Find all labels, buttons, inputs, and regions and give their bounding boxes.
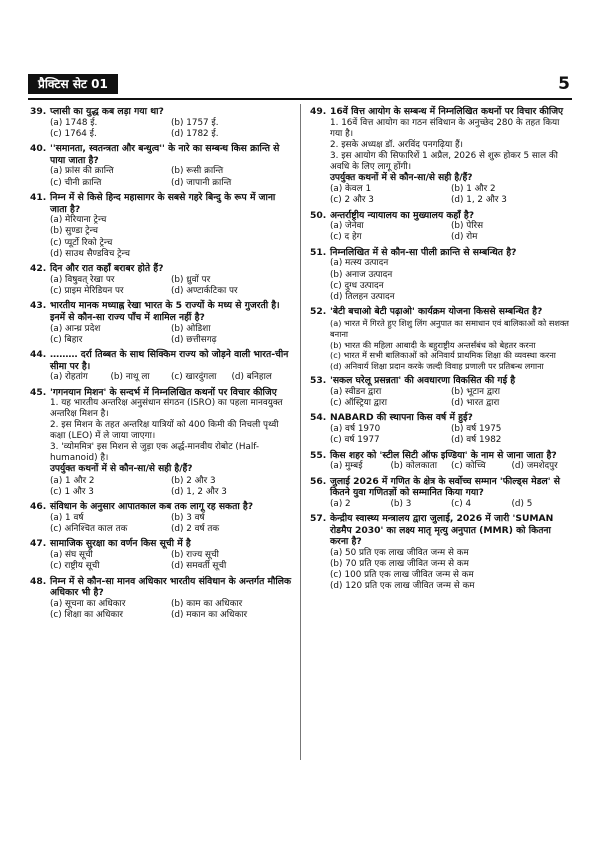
answer-option: (a) केवल 1 [330,184,372,194]
answer-option: (a) आन्ध्र प्रदेश [50,323,101,334]
answer-option: (b) राज्य सूची [171,550,219,561]
options-group [50,166,292,188]
options-group [50,372,292,383]
question-item [30,387,292,498]
answer-option: (d) भारत द्वारा [451,397,500,408]
answer-option: (b) 3 वर्ष [171,512,205,523]
question-line [310,106,572,118]
answer-option: (b) ध्रुवों पर [171,274,211,285]
answer-option: (a) 2 [330,498,351,509]
question-line [310,306,572,318]
question-text: किस शहर को 'स्टील सिटी ऑफ इण्डिया' के नाम से जाना जाता है? [330,449,557,461]
options-group [330,221,572,243]
answer-option: (c) चीनी क्रान्ति [50,177,102,188]
answer-option: (c) वर्ष 1977 [330,435,380,446]
answer-option: (d) बनिहाल [231,372,272,383]
answer-option: (b) अनाज उत्पादन [330,269,393,280]
question-line [30,143,292,166]
question-text: केन्द्रीय स्वास्थ्य मन्त्रालय द्वारा जुलाई, 2026 में जारी 'SUMAN रोडमैप 2030' का लक्ष्य मातृ मृत्यु अनुपात (MMR) को कितना करना है? [330,513,554,548]
answer-option: (a) मुम्बई [330,461,363,472]
answer-option: (d) 2 वर्ष तक [171,524,220,535]
question-number: 50. [310,209,327,221]
answer-option: (d) साउथ सैण्डविच ट्रेन्च [50,248,130,259]
question-number: 49. [310,106,327,117]
answer-option: (a) मत्स्य उत्पादन [330,258,389,269]
question-number: 44. [30,349,47,361]
question-text: संविधान के अनुसार आपातकाल कब तक लागू रह सकता है? [50,501,254,513]
answer-option: (a) जेनेवा [330,221,364,232]
question-item [310,476,572,510]
question-number: 45. [30,386,47,398]
question-line [30,300,292,323]
answer-option: (d) जमशेदपुर [511,461,558,472]
question-number: 53. [310,375,327,387]
options-group [50,476,292,498]
right-column [310,106,572,596]
answer-option: (a) 1748 ई. [50,117,98,128]
question-number: 39. [30,106,47,117]
page-number: 5 [558,74,570,94]
question-instruction: उपर्युक्त कथनों में से कौन-सा/से सही है/हैं? [330,172,473,183]
question-item [30,192,292,260]
question-line [30,387,292,399]
answer-option: (d) रोम [451,232,478,243]
question-item [310,375,572,409]
answer-option: (b) 2 और 3 [171,475,216,486]
question-line [310,375,572,387]
question-text: सामाजिक सुरक्षा का वर्णन किस सूची में है [50,538,191,550]
answer-option: (b) सुण्डा ट्रेन्च [50,226,98,237]
options-group [330,424,572,446]
answer-option: (c) 1764 ई. [50,128,97,139]
question-text: 'सकल घरेलू प्रसन्नता' की अवधारणा विकसित की गई है [330,375,516,387]
page-header [28,72,572,100]
question-instruction: उपर्युक्त कथनों में से कौन-सा/से सही है/हैं? [50,464,193,475]
question-line [30,501,292,513]
options-group [50,513,292,535]
answer-option: (d) जापानी क्रान्ति [171,177,232,188]
question-item [310,210,572,244]
statement-item: 3. इस आयोग की सिफारिशें 1 अप्रैल, 2026 से शुरू होकर 5 साल की अवधि के लिए लागू होंगी। [330,150,558,172]
answer-option: (c) खारदुंगला [171,372,217,383]
answer-option: (c) ऑस्ट्रिया द्वारा [330,397,388,408]
question-number: 51. [310,246,327,258]
answer-option: (b) काम का अधिकार [171,598,243,609]
answer-option: (a) भारत में गिरते हुए शिशु लिंग अनुपात का समाधान एवं बालिकाओं को सशक्त बनाना [330,317,569,339]
answer-option: (a) सूचना का अधिकार [50,598,126,609]
answer-option: (b) रूसी क्रान्ति [171,166,224,177]
question-line [30,349,292,372]
question-line [30,192,292,215]
answer-option: (d) छत्तीसगढ़ [171,334,217,345]
answer-option: (a) विषुवत् रेखा पर [50,274,115,285]
question-number: 56. [310,475,327,487]
question-text: प्लासी का युद्ध कब लड़ा गया था? [50,106,164,117]
answer-option: (d) वर्ष 1982 [451,435,502,446]
question-item [30,300,292,346]
question-item [310,412,572,446]
options-group [50,118,292,140]
options-group [330,258,572,303]
answer-option: (b) ओडिशा [171,323,211,334]
statement-item: 1. 16वें वित्त आयोग का गठन संविधान के अनुच्छेद 280 के तहत किया गया है। [330,117,560,139]
options-group [330,461,572,472]
options-group [50,324,292,346]
question-number: 54. [310,412,327,424]
answer-option: (a) 1 वर्ष [50,512,84,523]
answer-option: (d) 1, 2 और 3 [171,486,227,497]
options-group [330,184,572,206]
answer-option: (c) भारत में सभी बालिकाओं को अनिवार्य प्राथमिक शिक्षा की व्यवस्था करना [330,350,556,361]
question-line [30,106,292,118]
question-number: 48. [30,575,47,587]
question-number: 55. [310,449,327,461]
question-text: निम्न में से कौन-सा मानव अधिकार भारतीय संविधान के अन्तर्गत मौलिक अधिकार भी है? [50,575,292,599]
question-number: 43. [30,300,47,312]
question-number: 47. [30,538,47,550]
answer-option: (b) 1 और 2 [451,184,496,194]
question-item [310,513,572,593]
answer-option: (a) फ्रांस की क्रान्ति [50,166,114,177]
column-divider [300,104,301,760]
question-text: ''समानता, स्वतन्त्रता और बन्धुत्व'' के नारे का सम्बन्ध किस क्रान्ति से पाया जाता है? [50,143,280,166]
options-group [330,499,572,510]
options-group [330,387,572,409]
question-text: दिन और रात कहाँ बराबर होते हैं? [50,263,164,275]
answer-option: (d) तिलहन उत्पादन [330,291,395,302]
question-text: 16वें वित्त आयोग के सम्बन्ध में निम्नलिखित कथनों पर विचार कीजिए [330,106,564,117]
question-text: 'गगनयान मिशन' के सन्दर्भ में निम्नलिखित कथनों पर विचार कीजिए [50,386,277,398]
question-number: 57. [310,513,327,525]
question-line [310,247,572,259]
answer-option: (c) राष्ट्रीय सूची [50,561,100,572]
statement-item: 2. इसके अध्यक्ष डॉ. अरविंद पनगढ़िया हैं। [330,139,464,150]
question-text: ……… दर्रा तिब्बत के साथ सिक्किम राज्य को जोड़ने वाली भारत-चीन सीमा पर है। [50,349,289,372]
question-item [310,106,572,206]
answer-option: (b) पेरिस [451,221,484,232]
question-number: 41. [30,191,47,203]
statement-item: 1. यह भारतीय अन्तरिक्ष अनुसंधान संगठन (ISRO) का पहला मानवयुक्त अन्तरिक्ष मिशन है। [50,398,283,420]
answer-option: (d) समवर्ती सूची [171,561,227,572]
answer-option: (d) अण्टार्कटिका पर [171,285,238,296]
answer-option: (b) 1757 ई. [171,117,219,128]
question-item [30,106,292,140]
section-title: प्रैक्टिस सेट 01 [28,74,118,94]
answer-option: (b) वर्ष 1975 [451,423,502,434]
question-item [30,576,292,622]
answer-option: (a) वर्ष 1970 [330,423,381,434]
question-number: 40. [30,143,47,155]
statement-item: 3. 'व्योममित्र' इस मिशन से जुड़ा एक अर्द्ध-मानवीय रोबोट (Half-humanoid) है। [50,442,260,464]
question-line [30,538,292,550]
question-line [310,210,572,222]
answer-option: (d) अनिवार्य शिक्षा प्रदान करके जल्दी विवाह प्रणाली पर प्रतिबन्ध लगाना [330,361,544,372]
options-group [50,599,292,621]
answer-option: (b) भारत की महिला आबादी के बहुराष्ट्रीय अन्तर्संबंध को बेहतर करना [330,339,536,350]
answer-option: (b) भूटान द्वारा [451,386,501,397]
question-text: निम्नलिखित में से कौन-सा पीली क्रान्ति से सम्बन्धित है? [330,246,517,258]
answer-option: (c) कोच्चि [451,461,486,472]
options-group [330,318,572,372]
answer-option: (c) दुग्ध उत्पादन [330,280,384,291]
answer-option: (b) कोलकाता [390,461,438,472]
question-text: अन्तर्राष्ट्रीय न्यायालय का मुख्यालय कहाँ है? [330,209,475,221]
question-line [30,263,292,275]
question-item [310,450,572,473]
question-item [30,538,292,572]
answer-option: (a) 1 और 2 [50,475,95,486]
question-line [310,450,572,462]
answer-option: (c) द हेग [330,232,362,243]
answer-option: (c) प्यूर्टो रिको ट्रेन्च [50,237,113,248]
answer-option: (b) 70 प्रति एक लाख जीवित जन्म से कम [330,559,469,570]
answer-option: (c) शिक्षा का अधिकार [50,610,124,621]
options-group [50,215,292,260]
answer-option: (c) 4 [451,498,472,509]
answer-option: (c) 2 और 3 [330,195,374,206]
options-group [330,548,572,593]
question-text: NABARD की स्थापना किस वर्ष में हुई? [330,412,473,424]
question-text: 'बेटी बचाओ बेटी पढ़ाओ' कार्यक्रम योजना किससे सम्बन्धित है? [330,306,543,318]
answer-option: (a) रोहतांग [50,372,88,383]
question-number: 52. [310,306,327,318]
answer-option: (a) मेरियाना ट्रेन्च [50,215,107,226]
question-number: 42. [30,263,47,275]
answer-option: (c) 100 प्रति एक लाख जीवित जन्म से कम [330,570,474,581]
left-column [30,106,292,624]
statement-item: 2. इस मिशन के तहत अन्तरिक्ष यात्रियों को 400 किमी की निचली पृथ्वी कक्षा (LEO) में ले जाया जाएगा। [50,420,279,442]
question-line [310,476,572,499]
question-item [30,263,292,297]
answer-option: (a) 50 प्रति एक लाख जीवित जन्म से कम [330,547,469,558]
question-line [310,412,572,424]
options-group [50,550,292,572]
answer-option: (a) संघ सूची [50,550,93,561]
question-item [30,143,292,189]
question-text: भारतीय मानक मध्याह्न रेखा भारत के 5 राज्यों के मध्य से गुजरती है। इनमें से कौन-सा राज्य पाँच में शामिल नहीं है? [50,300,280,323]
question-item [310,306,572,372]
question-number: 46. [30,501,47,513]
answer-option: (c) प्राइम मेरिडियन पर [50,285,124,296]
question-line [310,513,572,548]
answer-option: (b) 3 [390,498,412,509]
question-item [30,501,292,535]
answer-option: (c) बिहार [50,334,83,345]
options-group [50,275,292,297]
answer-option: (d) 1782 ई. [171,128,219,139]
answer-option: (c) 1 और 3 [50,486,94,497]
question-item [30,349,292,383]
question-text: निम्न में से किसे हिन्द महासागर के सबसे गहरे बिन्दु के रूप में जाना जाता है? [50,191,276,215]
question-line [30,576,292,599]
answer-option: (d) 120 प्रति एक लाख जीवित जन्म से कम [330,581,475,592]
answer-option: (d) मकान का अधिकार [171,610,248,621]
answer-option: (d) 1, 2 और 3 [451,195,507,206]
answer-option: (c) अनिश्चित काल तक [50,524,128,535]
answer-option: (d) 5 [511,498,533,509]
answer-option: (b) नाथू ला [110,372,150,383]
question-item [310,247,572,303]
question-text: जुलाई 2026 में गणित के क्षेत्र के सर्वोच्च सम्मान 'फील्ड्स मेडल' से कितने युवा गणितज्ञों को सम्मानित किया गया? [330,475,560,499]
answer-option: (a) स्वीडन द्वारा [330,386,382,397]
